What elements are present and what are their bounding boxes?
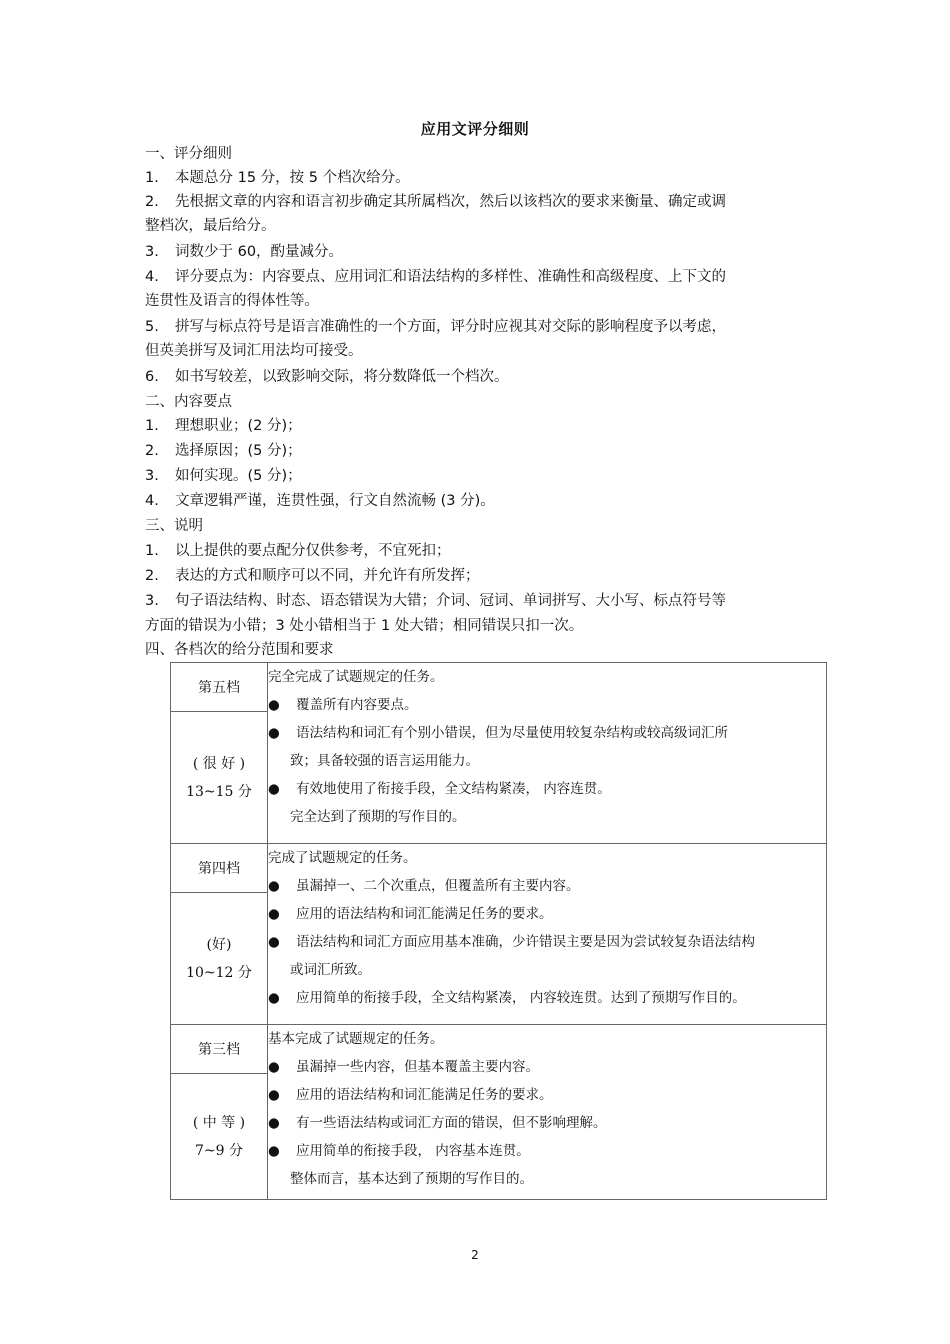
list-item-continuation: 方面的错误为小错；3 处小错相当于 1 处大错；相同错误只扣一次。 (145, 618, 584, 634)
list-item: 4. 文章逻辑严谨，连贯性强，行文自然流畅 (3 分)。 (145, 493, 495, 509)
list-item: 3. 词数少于 60，酌量减分。 (145, 244, 344, 260)
list-item: 2. 选择原因；(5 分)； (145, 443, 302, 459)
criteria-line: 完全完成了试题规定的任务。 (268, 669, 444, 685)
bullet-icon: ● (268, 781, 280, 797)
list-item: 6. 如书写较差，以致影响交际，将分数降低一个档次。 (145, 369, 509, 385)
grade-criteria-cell (268, 663, 827, 844)
grade-table (170, 662, 827, 1200)
table-row (171, 1025, 827, 1200)
bullet-icon: ● (268, 697, 280, 713)
page-title: 应用文评分细则 (420, 120, 530, 138)
criteria-line: ● 有一些语法结构或词汇方面的错误，但不影响理解。 (268, 1109, 826, 1137)
list-item: 2. 表达的方式和顺序可以不同，并允许有所发挥； (145, 568, 480, 584)
grade-range: ( 中 等 ) 7~9 分 (192, 1114, 246, 1159)
bullet-icon: ● (268, 725, 280, 741)
bullet-icon: ● (268, 1115, 280, 1131)
list-item: 2. 先根据文章的内容和语言初步确定其所属档次，然后以该档次的要求来衡量、确定或调 (145, 194, 726, 210)
list-item: 3. 如何实现。(5 分)； (145, 468, 302, 484)
section-heading-notes: 三、说明 (145, 518, 203, 534)
criteria-line: 完成了试题规定的任务。 (268, 850, 417, 866)
criteria-line: 整体而言，基本达到了预期的写作目的。 (290, 1171, 533, 1187)
criteria-line: 完全达到了预期的写作目的。 (290, 809, 466, 825)
criteria-line: ● 应用的语法结构和词汇能满足任务的要求。 (268, 1081, 826, 1109)
grade-name: 第四档 (171, 844, 267, 893)
page-number: 2 (471, 1248, 479, 1262)
list-item: 3. 句子语法结构、时态、语态错误为大错；介词、冠词、单词拼写、大小写、标点符号等 (145, 593, 726, 609)
grade-label-cell (171, 844, 268, 1025)
list-item: 5. 拼写与标点符号是语言准确性的一个方面，评分时应视其对交际的影响程度予以考虑， (145, 319, 726, 335)
section-heading-scoring-rules: 一、评分细则 (145, 146, 232, 162)
list-item: 1. 理想职业；(2 分)； (145, 418, 302, 434)
bullet-icon: ● (268, 990, 280, 1006)
bullet-icon: ● (268, 1143, 280, 1159)
grade-criteria-cell (268, 1025, 827, 1200)
bullet-icon: ● (268, 878, 280, 894)
grade-name: 第五档 (171, 663, 267, 712)
criteria-line: 致；具备较强的语言运用能力。 (290, 753, 479, 769)
grade-name: 第三档 (171, 1025, 267, 1074)
list-item-continuation: 整档次，最后给分。 (145, 218, 276, 234)
bullet-icon: ● (268, 1059, 280, 1075)
grade-label-cell (171, 663, 268, 844)
bullet-icon: ● (268, 906, 280, 922)
criteria-line: ● 虽漏掉一些内容，但基本覆盖主要内容。 (268, 1053, 826, 1081)
criteria-line: ● 覆盖所有内容要点。 (268, 691, 826, 719)
criteria-line: 基本完成了试题规定的任务。 (268, 1031, 444, 1047)
criteria-line: ● 语法结构和词汇方面应用基本准确，少许错误主要是因为尝试较复杂语法结构 (268, 928, 826, 956)
list-item-continuation: 但英美拼写及词汇用法均可接受。 (145, 343, 363, 359)
grade-range: ( 很 好 ) 13~15 分 (186, 755, 252, 800)
list-item: 1. 以上提供的要点配分仅供参考，不宜死扣； (145, 543, 451, 559)
list-item: 1. 本题总分 15 分，按 5 个档次给分。 (145, 170, 410, 186)
grade-criteria-cell (268, 844, 827, 1025)
criteria-line: 或词汇所致。 (290, 962, 371, 978)
table-row (171, 663, 827, 844)
criteria-line: ● 虽漏掉一、二个次重点，但覆盖所有主要内容。 (268, 872, 826, 900)
grade-range: (好) 10~12 分 (186, 936, 252, 981)
section-heading-grade-levels: 四、各档次的给分范围和要求 (145, 642, 334, 658)
section-heading-content-points: 二、内容要点 (145, 394, 232, 410)
list-item: 4. 评分要点为：内容要点、应用词汇和语法结构的多样性、准确性和高级程度、上下文的 (145, 269, 726, 285)
criteria-line: ● 应用的语法结构和词汇能满足任务的要求。 (268, 900, 826, 928)
table-row (171, 844, 827, 1025)
criteria-line: ● 语法结构和词汇有个别小错误，但为尽量使用较复杂结构或较高级词汇所 (268, 719, 826, 747)
criteria-line: ● 应用简单的衔接手段，全文结构紧凑， 内容较连贯。达到了预期写作目的。 (268, 984, 826, 1012)
grade-label-cell (171, 1025, 268, 1200)
bullet-icon: ● (268, 1087, 280, 1103)
criteria-line: ● 应用简单的衔接手段， 内容基本连贯。 (268, 1137, 826, 1165)
bullet-icon: ● (268, 934, 280, 950)
criteria-line: ● 有效地使用了衔接手段，全文结构紧凑， 内容连贯。 (268, 775, 826, 803)
list-item-continuation: 连贯性及语言的得体性等。 (145, 293, 319, 309)
